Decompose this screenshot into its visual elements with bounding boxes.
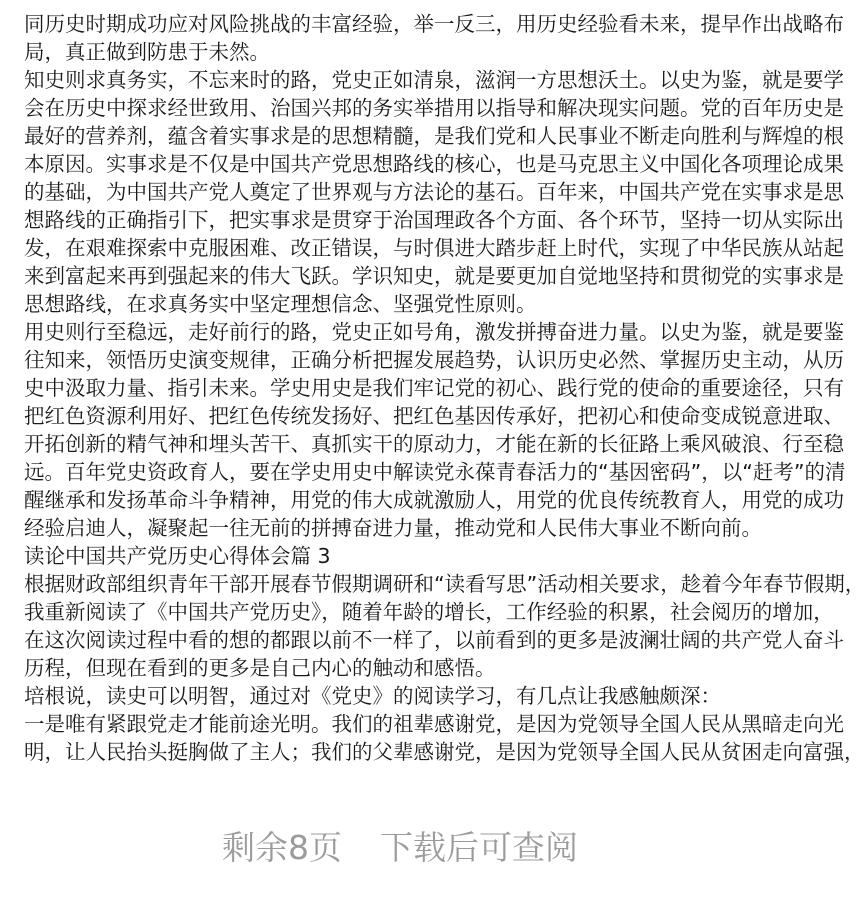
document-body bbox=[24, 10, 865, 766]
text-line: 来到富起来再到强起来的伟大飞跃。学识知史，就是要更加自觉地坚持和贯彻党的实事求是 bbox=[24, 264, 844, 288]
text-line: 根据财政部组织青年干部开展春节假期调研和“读看写思”活动相关要求，趁着今年春节假期， bbox=[24, 572, 865, 596]
text-line: 思想路线，在求真务实中坚定理想信念、坚强党性原则。 bbox=[24, 292, 537, 316]
text-line: 史中汲取力量、指引未来。学史用史是我们牢记党的初心、践行党的使命的重要途径，只有 bbox=[24, 376, 844, 400]
text-line: 培根说，读史可以明智，通过对《党史》的阅读学习，有几点让我感触颇深： bbox=[24, 684, 721, 708]
text-line: 同历史时期成功应对风险挑战的丰富经验，举一反三，用历史经验看未来，提早作出战略布 bbox=[24, 12, 844, 36]
text-line: 把红色资源利用好、把红色传统发扬好、把红色基因传承好，把初心和使命变成锐意进取、 bbox=[24, 404, 844, 428]
text-line: 历程，但现在看到的更多是自己内心的触动和感悟。 bbox=[24, 656, 496, 680]
text-line: 一是唯有紧跟党走才能前途光明。我们的祖辈感谢党，是因为党领导全国人民从黑暗走向光 bbox=[24, 712, 844, 736]
text-line: 用史则行至稳远，走好前行的路，党史正如号角，激发拼搏奋进力量。以史为鉴，就是要鉴 bbox=[24, 320, 844, 344]
text-line: 开拓创新的精气神和埋头苦干、真抓实干的原动力，才能在新的长征路上乘风破浪、行至稳 bbox=[24, 432, 844, 456]
text-line: 本原因。实事求是不仅是中国共产党思想路线的核心，也是马克思主义中国化各项理论成果 bbox=[24, 152, 844, 176]
text-line: 在这次阅读过程中看的想的都跟以前不一样了，以前看到的更多是波澜壮阔的共产党人奋斗 bbox=[24, 628, 844, 652]
text-line: 会在历史中探求经世致用、治国兴邦的务实举措用以指导和解决现实问题。党的百年历史是 bbox=[24, 96, 844, 120]
text-line: 远。百年党史资政育人，要在学史用史中解读党永葆青春活力的“基因密码”，以“赶考”的清 bbox=[24, 460, 846, 484]
text-line: 发，在艰难探索中克服困难、改正错误，与时俱进大踏步赶上时代，实现了中华民族从站起 bbox=[24, 236, 844, 260]
text-line: 知史则求真务实，不忘来时的路，党史正如清泉，滋润一方思想沃土。以史为鉴，就是要学 bbox=[24, 68, 844, 92]
text-line: 的基础，为中国共产党人奠定了世界观与方法论的基石。百年来，中国共产党在实事求是思 bbox=[24, 180, 844, 204]
text-line: 醒继承和发扬革命斗争精神，用党的伟大成就激励人，用党的优良传统教育人，用党的成功 bbox=[24, 488, 844, 512]
text-line: 局，真正做到防患于未然。 bbox=[24, 40, 270, 64]
text-line: 我重新阅读了《中国共产党历史》，随着年龄的增长，工作经验的积累，社会阅历的增加， bbox=[24, 600, 834, 624]
text-line: 经验启迪人，凝聚起一往无前的拼搏奋进力量，推动党和人民伟大事业不断向前。 bbox=[24, 516, 762, 540]
text-line: 读论中国共产党历史心得体会篇 3 bbox=[24, 544, 331, 568]
download-prompt[interactable] bbox=[0, 822, 800, 869]
text-line: 最好的营养剂，蕴含着实事求是的思想精髓，是我们党和人民事业不断走向胜利与辉煌的根 bbox=[24, 124, 844, 148]
text-line: 往知来，领悟历史演变规律，正确分析把握发展趋势，认识历史必然、掌握历史主动，从历 bbox=[24, 348, 844, 372]
text-line: 想路线的正确指引下，把实事求是贯穿于治国理政各个方面、各个环节，坚持一切从实际出 bbox=[24, 208, 844, 232]
download-to-view-label[interactable]: 下载后可查阅 bbox=[380, 828, 578, 867]
text-line: 明，让人民抬头挺胸做了主人；我们的父辈感谢党，是因为党领导全国人民从贫困走向富强， bbox=[24, 740, 865, 764]
remaining-pages-label: 剩余8页 bbox=[222, 828, 342, 867]
